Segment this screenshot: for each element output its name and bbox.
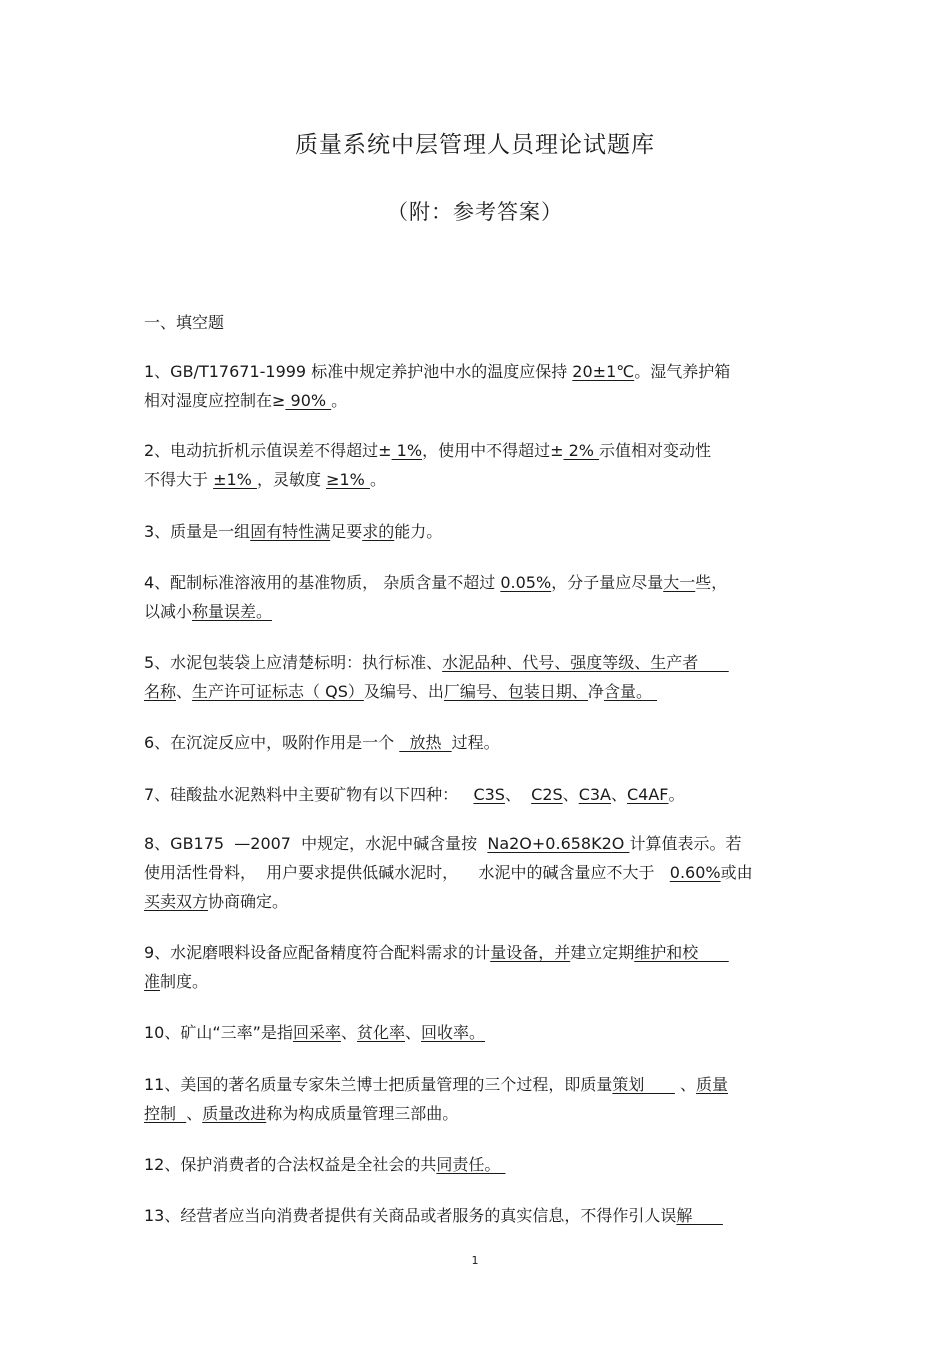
- question-8-line-1: 8、GB175 —2007 中规定，水泥中碱含量按 Na2O+0.658K2O 计算值表示。若: [144, 834, 742, 853]
- answer-blank: 2%: [563, 441, 600, 460]
- answer-blank: C3S: [473, 785, 505, 804]
- question-11-line-1: 11、美国的著名质量专家朱兰博士把质量管理的三个过程，即质量策划 、质量: [144, 1075, 729, 1094]
- answer-blank: 0.05%: [500, 573, 552, 592]
- page-title: 质量系统中层管理人员理论试题库: [295, 132, 655, 158]
- question-1-line-1: 1、GB/T17671-1999 标准中规定养护池中水的温度应保持 20±1℃。湿气养护箱: [144, 362, 731, 381]
- question-13: 13、经营者应当向消费者提供有关商品或者服务的真实信息，不得作引人误解: [144, 1206, 723, 1225]
- question-8-line-3: 买卖双方协商确定。: [144, 892, 289, 911]
- answer-blank: Na2O+0.658K2O: [487, 834, 630, 853]
- question-8-line-2: 使用活性骨料， 用户要求提供低碱水泥时， 水泥中的碱含量应不大于 0.60%或由: [144, 863, 753, 882]
- question-3: 3、质量是一组固有特性满足要求的能力。: [144, 522, 443, 541]
- question-2-line-1: 2、电动抗折机示值误差不得超过± 1%，使用中不得超过± 2% 示值相对变动性: [144, 441, 712, 460]
- answer-blank: 90%: [285, 391, 332, 410]
- answer-blank: ≥1%: [326, 470, 370, 489]
- question-4-line-2: 以减小称量误差。: [144, 602, 273, 621]
- question-1-line-2: 相对湿度应控制在≥ 90% 。: [144, 391, 348, 410]
- question-7: 7、硅酸盐水泥熟料中主要矿物有以下四种： C3S、 C2S、C3A、C4AF。: [144, 785, 685, 804]
- question-9-line-2: 准制度。: [144, 972, 209, 991]
- question-9-line-1: 9、水泥磨喂料设备应配备精度符合配料需求的计量设备，并建立定期维护和校: [144, 943, 729, 962]
- answer-blank: C2S: [531, 785, 563, 804]
- question-2-line-2: 不得大于 ±1% ，灵敏度 ≥1% 。: [144, 470, 386, 489]
- question-5-line-1: 5、水泥包装袋上应清楚标明：执行标准、水泥品种、代号、强度等级、生产者: [144, 653, 729, 672]
- question-10: 10、矿山“三率”是指回采率、贫化率、回收率。: [144, 1023, 486, 1042]
- answer-blank: 0.60%: [669, 863, 721, 882]
- answer-blank: C4AF: [627, 785, 669, 804]
- answer-blank: 1%: [391, 441, 423, 460]
- page-number: 1: [471, 1254, 479, 1267]
- question-5-line-2: 名称、生产许可证标志（ QS）及编号、出厂编号、包装日期、净含量。: [144, 682, 658, 701]
- answer-blank: C3A: [578, 785, 611, 804]
- section-heading: 一、填空题: [144, 313, 225, 332]
- answer-blank: 20±1℃: [572, 362, 635, 381]
- question-11-line-2: 控制 、质量改进称为构成质量管理三部曲。: [144, 1104, 459, 1123]
- question-4-line-1: 4、配制标准溶液用的基准物质， 杂质含量不超过 0.05%，分子量应尽量大一些，: [144, 573, 728, 592]
- answer-blank: 放热: [399, 733, 452, 752]
- question-6: 6、在沉淀反应中，吸附作用是一个 放热 过程。: [144, 733, 500, 752]
- page-subtitle: （附：参考答案）: [387, 200, 563, 224]
- question-12: 12、保护消费者的合法权益是全社会的共同责任。: [144, 1155, 506, 1174]
- answer-blank: ±1%: [213, 470, 257, 489]
